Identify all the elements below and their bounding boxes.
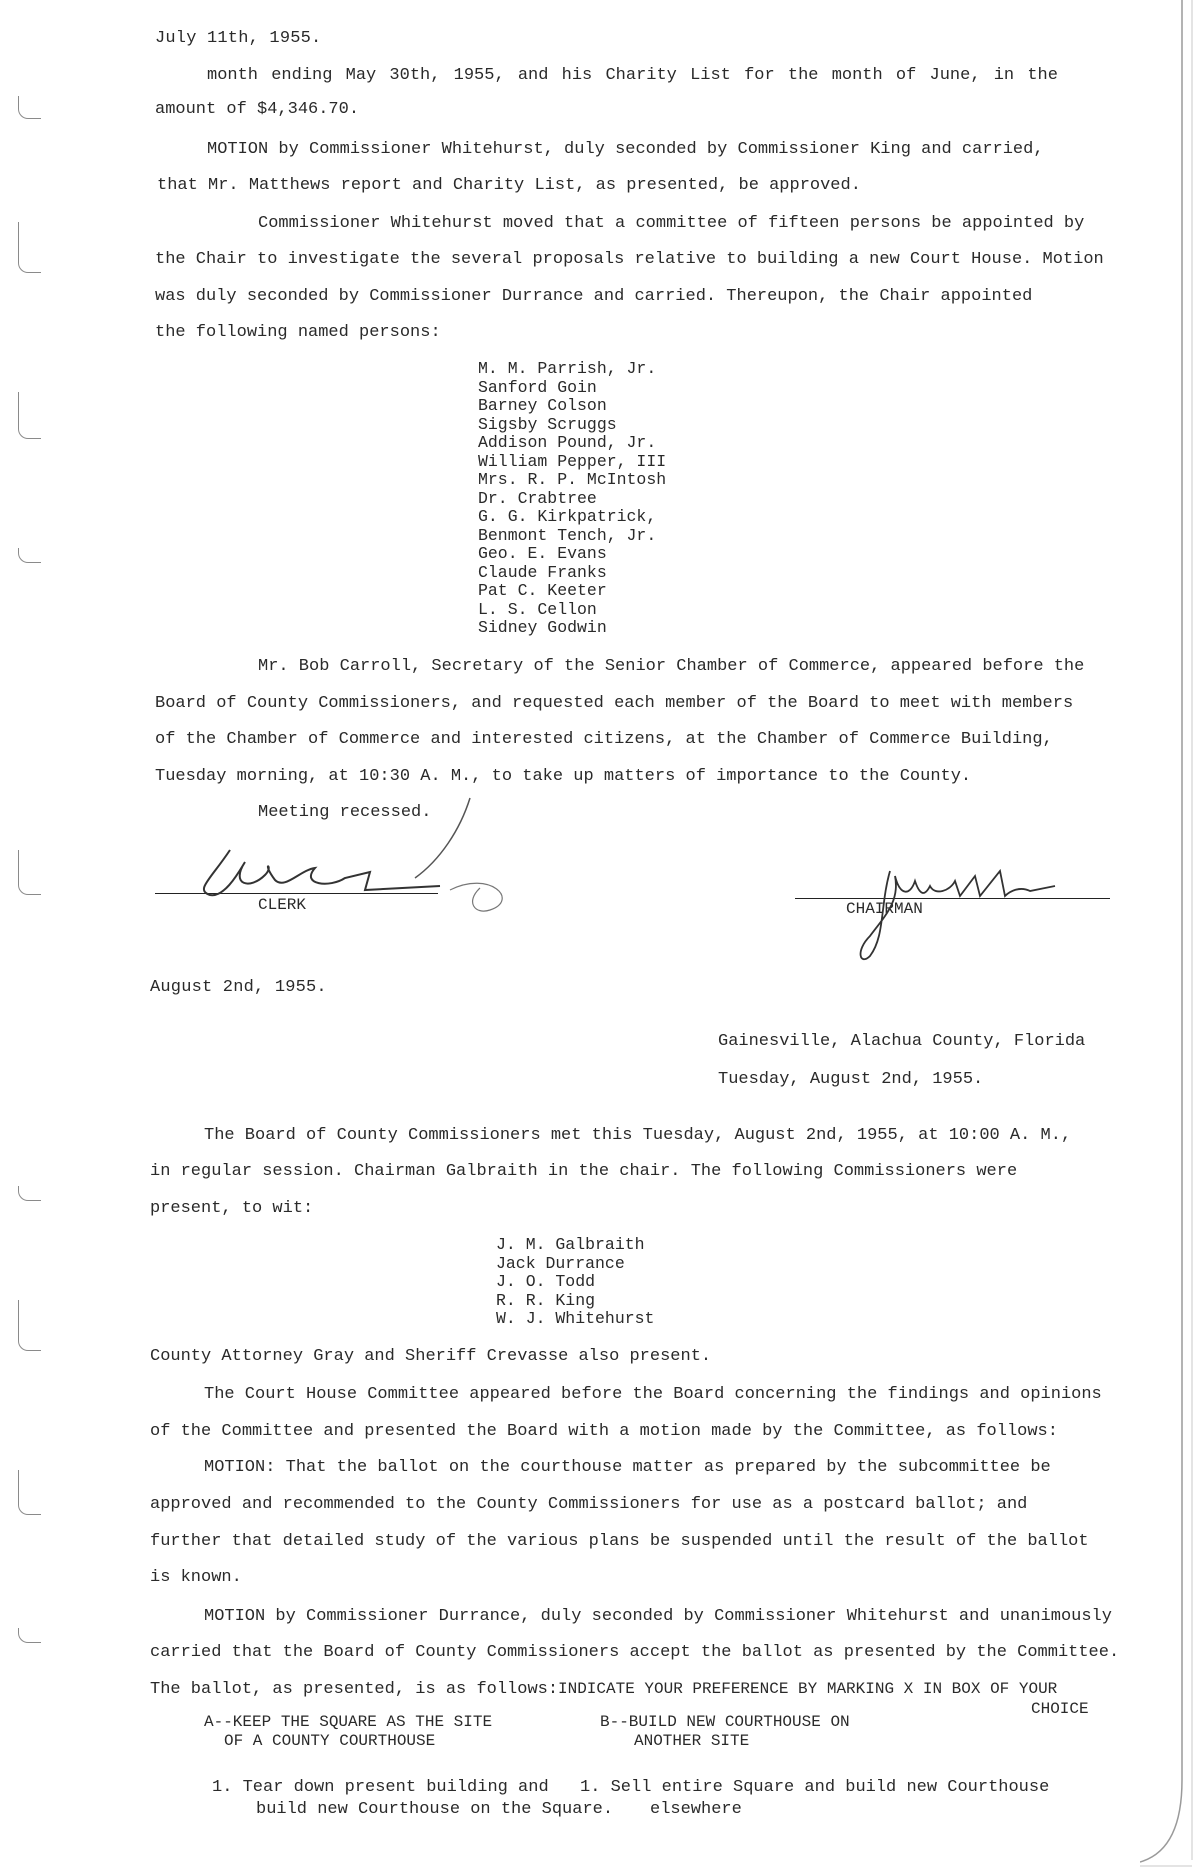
paragraph-line: carried that the Board of County Commissioners accept the ballot as presented by the Committee. bbox=[150, 1643, 1120, 1662]
paragraph-line: MOTION: That the ballot on the courthouse matter as prepared by the subcommittee be bbox=[204, 1458, 1051, 1477]
committee-member: Benmont Tench, Jr. bbox=[478, 525, 657, 545]
paragraph-line: the following named persons: bbox=[155, 323, 441, 342]
committee-member: William Pepper, III bbox=[478, 451, 667, 471]
also-present: County Attorney Gray and Sheriff Crevasse also present. bbox=[150, 1347, 712, 1366]
chairman-signature bbox=[840, 856, 1080, 976]
commissioner-name: W. J. Whitehurst bbox=[496, 1309, 655, 1328]
binder-hole-mark bbox=[18, 1186, 41, 1201]
committee-member: Barney Colson bbox=[478, 396, 607, 415]
binder-hole-mark bbox=[18, 1628, 41, 1643]
date-header: July 11th, 1955. bbox=[155, 29, 322, 48]
ballot-instruction-choice: CHOICE bbox=[1031, 1700, 1089, 1718]
committee-member: Sanford Goin bbox=[478, 377, 597, 397]
binder-hole-mark bbox=[18, 1300, 41, 1351]
clerk-signature bbox=[190, 790, 520, 910]
paragraph-line: is known. bbox=[150, 1568, 242, 1587]
binder-hole-mark bbox=[18, 850, 41, 895]
committee-member: L. S. Cellon bbox=[478, 599, 597, 619]
meeting-day: Tuesday, August 2nd, 1955. bbox=[718, 1070, 984, 1089]
paragraph-line: MOTION by Commissioner Whitehurst, duly seconded by Commissioner King and carried, bbox=[207, 140, 1044, 159]
paragraph-line: present, to wit: bbox=[150, 1199, 314, 1218]
meeting-place: Gainesville, Alachua County, Florida bbox=[718, 1032, 1086, 1051]
paragraph-line: of the Chamber of Commerce and interested citizens, at the Chamber of Commerce Building, bbox=[155, 730, 1053, 749]
paragraph-line: The Court House Committee appeared before the Board concerning the findings and opinions bbox=[204, 1385, 1102, 1404]
paragraph-line: MOTION by Commissioner Durrance, duly seconded by Commissioner Whitehurst and unanimously bbox=[204, 1607, 1112, 1626]
paragraph-line: The Board of County Commissioners met this Tuesday, August 2nd, 1955, at 10:00 A. M., bbox=[204, 1126, 1072, 1145]
binder-hole-mark bbox=[18, 548, 41, 563]
commissioners-list bbox=[496, 1236, 654, 1329]
ballot-option-a1: build new Courthouse on the Square. bbox=[256, 1800, 614, 1819]
committee-member: Geo. E. Evans bbox=[478, 544, 607, 563]
committee-list bbox=[478, 360, 666, 638]
paragraph-line: was duly seconded by Commissioner Durrance and carried. Thereupon, the Chair appointed bbox=[155, 287, 1033, 306]
committee-member: Dr. Crabtree bbox=[478, 488, 597, 508]
binder-hole-mark bbox=[18, 96, 41, 119]
paragraph-line: that Mr. Matthews report and Charity List, as presented, be approved. bbox=[157, 176, 861, 195]
paragraph-line: Board of County Commissioners, and requested each member of the Board to meet with members bbox=[155, 694, 1074, 713]
ballot-option-b-heading: B--BUILD NEW COURTHOUSE ON bbox=[600, 1713, 850, 1731]
committee-member: Claude Franks bbox=[478, 562, 607, 582]
ballot-option-a1: 1. Tear down present building and bbox=[212, 1778, 549, 1797]
committee-member: M. M. Parrish, Jr. bbox=[478, 359, 657, 378]
ballot-option-a-heading: A--KEEP THE SQUARE AS THE SITE bbox=[204, 1713, 493, 1731]
binder-hole-mark bbox=[18, 1470, 41, 1515]
paragraph-line: The ballot, as presented, is as follows: bbox=[150, 1680, 559, 1699]
paragraph-line: approved and recommended to the County Commissioners for use as a postcard ballot; and bbox=[150, 1495, 1028, 1514]
meeting-date: August 2nd, 1955. bbox=[150, 978, 327, 997]
ballot-option-b1: elsewhere bbox=[650, 1800, 742, 1819]
binder-hole-mark bbox=[18, 392, 41, 439]
page-edge-decoration bbox=[1140, 0, 1200, 1870]
paragraph-line: of the Committee and presented the Board with a motion made by the Committee, as follows: bbox=[150, 1422, 1058, 1441]
chairman-label: CHAIRMAN bbox=[846, 900, 923, 918]
committee-member: Sigsby Scruggs bbox=[478, 414, 617, 434]
committee-member: Mrs. R. P. McIntosh bbox=[478, 470, 667, 489]
paragraph-line: Mr. Bob Carroll, Secretary of the Senior Chamber of Commerce, appeared before the bbox=[258, 657, 1085, 676]
commissioner-name: J. M. Galbraith bbox=[496, 1235, 645, 1254]
paragraph-line: in regular session. Chairman Galbraith in the chair. The following Commissioners were bbox=[150, 1162, 1018, 1181]
committee-member: Addison Pound, Jr. bbox=[478, 433, 657, 452]
commissioner-name: R. R. King bbox=[496, 1290, 596, 1310]
paragraph-line: amount of $4,346.70. bbox=[155, 100, 360, 119]
paragraph-line: further that detailed study of the various plans be suspended until the result of the ballot bbox=[150, 1532, 1089, 1551]
committee-member: Sidney Godwin bbox=[478, 618, 607, 637]
ballot-option-b-heading: ANOTHER SITE bbox=[634, 1732, 750, 1750]
ballot-option-a-heading: OF A COUNTY COURTHOUSE bbox=[224, 1732, 436, 1750]
committee-member: Pat C. Keeter bbox=[478, 581, 607, 600]
commissioner-name: Jack Durrance bbox=[496, 1253, 625, 1273]
ballot-instruction: INDICATE YOUR PREFERENCE BY MARKING X IN BOX OF YOUR bbox=[558, 1680, 1058, 1698]
meeting-recessed: Meeting recessed. bbox=[258, 803, 432, 822]
paragraph-line: the Chair to investigate the several proposals relative to building a new Court House. Motion bbox=[155, 250, 1104, 269]
committee-member: G. G. Kirkpatrick, bbox=[478, 507, 657, 526]
binder-hole-mark bbox=[18, 222, 41, 273]
paragraph-line: month ending May 30th, 1955, and his Charity List for the month of June, in the bbox=[207, 66, 1058, 85]
paragraph-line: Commissioner Whitehurst moved that a committee of fifteen persons be appointed by bbox=[258, 214, 1085, 233]
ballot-option-b1: 1. Sell entire Square and build new Courthouse bbox=[580, 1778, 1050, 1797]
clerk-label: CLERK bbox=[258, 896, 307, 914]
paragraph-line: Tuesday morning, at 10:30 A. M., to take up matters of importance to the County. bbox=[155, 767, 972, 786]
commissioner-name: J. O. Todd bbox=[496, 1272, 596, 1291]
